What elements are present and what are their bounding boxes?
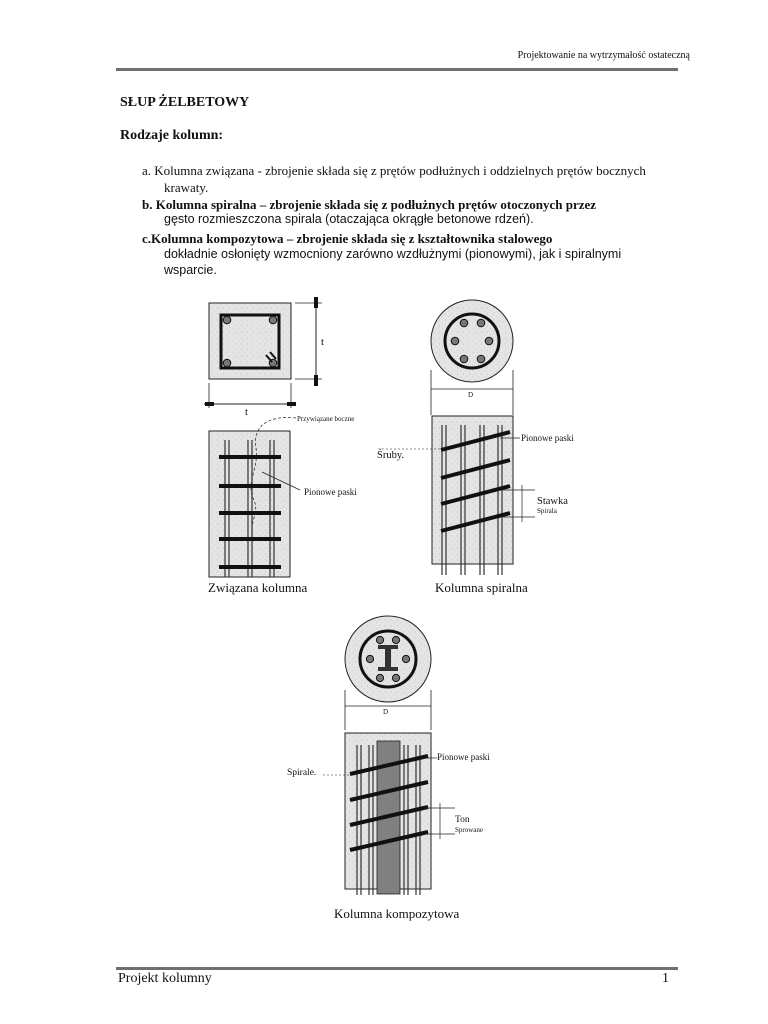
item-c-line1: c.Kolumna kompozytowa – zbrojenie składa się z kształtownika stalowego bbox=[142, 231, 553, 246]
composite-label-pitch-sub: Sprowane bbox=[455, 826, 483, 834]
tied-dim-t-bottom: t bbox=[245, 407, 248, 418]
tied-label-ties: Przywiązane boczne bbox=[297, 415, 355, 423]
composite-caption: Kolumna kompozytowa bbox=[334, 906, 460, 921]
spiral-label-vertical: Pionowe paski bbox=[521, 433, 574, 443]
spiral-label-spiral: Śruby. bbox=[377, 450, 405, 461]
spiral-dim-d: D bbox=[468, 391, 474, 399]
composite-label-spiral: Spirale. bbox=[287, 768, 317, 778]
item-b-line2: gęsto rozmieszczona spirala (otaczająca okrągłe betonowe rdzeń). bbox=[164, 212, 534, 226]
item-a-line1: a. Kolumna związana - zbrojenie składa się z prętów podłużnych i oddzielnych prętów bocznych bbox=[142, 163, 646, 178]
footer-rule bbox=[116, 967, 678, 970]
page-number: 1 bbox=[662, 971, 669, 986]
composite-column-elevation bbox=[323, 733, 455, 895]
tied-caption: Związana kolumna bbox=[208, 580, 308, 595]
tied-label-vertical: Pionowe paski bbox=[304, 487, 357, 497]
item-a-line2: krawaty. bbox=[164, 180, 209, 195]
spiral-column-elevation bbox=[378, 416, 535, 575]
item-c-line2: dokładnie osłonięty wzmocniony zarówno wzdłużnymi (pionowymi), jak i spiralnymi bbox=[164, 247, 622, 261]
item-c-line3: wsparcie. bbox=[164, 263, 217, 277]
tied-dim-t-side: t bbox=[321, 337, 324, 348]
tied-column-cross-section bbox=[204, 297, 322, 408]
composite-label-vertical: Pionowe paski bbox=[437, 752, 490, 762]
document-title: SŁUP ŻELBETOWY bbox=[120, 95, 250, 110]
tied-column-elevation bbox=[209, 417, 300, 577]
composite-dim-d: D bbox=[383, 708, 389, 716]
spiral-label-pitch-sub: Spirala bbox=[537, 507, 557, 515]
section-heading: Rodzaje kolumn: bbox=[120, 128, 224, 143]
spiral-label-pitch: Stawka bbox=[537, 496, 568, 507]
item-b-line1: b. Kolumna spiralna – zbrojenie składa się z podłużnych prętów otoczonych przez bbox=[142, 197, 597, 212]
spiral-caption: Kolumna spiralna bbox=[435, 580, 528, 595]
composite-label-pitch: Ton bbox=[455, 815, 470, 825]
footer-title: Projekt kolumny bbox=[118, 971, 212, 986]
running-header: Projektowanie na wytrzymałość ostateczną bbox=[517, 50, 690, 61]
